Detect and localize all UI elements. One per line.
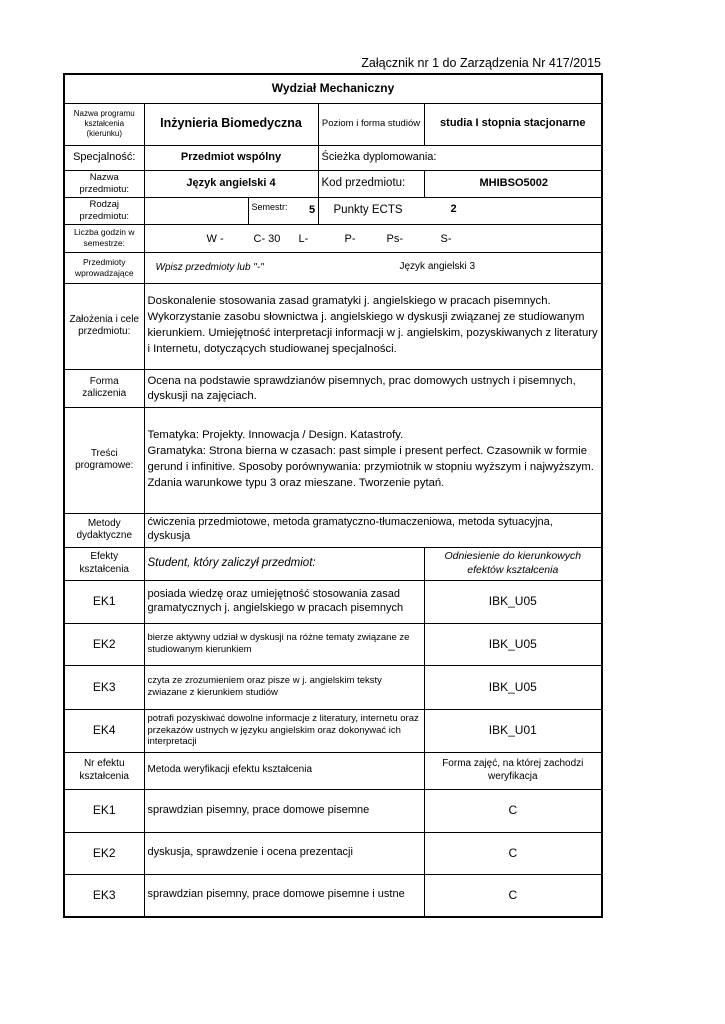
hours-w: W - [206, 232, 224, 245]
prereq-row [144, 252, 602, 283]
specialty-label: Specjalność: [64, 145, 144, 170]
table-row [64, 665, 602, 709]
effect-text: bierze aktywny udział w dyskusji na różne tematy związane ze studiowanym kierunkiem [144, 623, 424, 665]
content-grammar: Gramatyka: Strona bierna w czasach: past simple i present perfect. Czasownik w formie gerund i infinitive. Sposoby porównywania: przymiotnik w stopniu wyższym i najwyższym. Zdania warunkowe typu 3 oraz mieszane. Tworzenie pytań. [147, 445, 594, 489]
code-value: MHIBSO5002 [424, 170, 602, 197]
ects-cell [318, 197, 602, 224]
verification-form: C [424, 789, 602, 832]
prereq-hint: Wpisz przedmioty lub "-" [155, 261, 264, 273]
goals-text: Doskonalenie stosowania zasad gramatyki j. angielskiego w pracach pisemnych. Wykorzystanie zasobu słownictwa j. angielskiego w dyskusji związanej ze studiowanym kierunkiem. Umiejętność interpretacji informacji w j. angielskim, pozyskiwanych z literatury i Internetu, dotyczących studiowanej specjalności. [144, 283, 602, 369]
program-label: Nazwa programu kształcenia (kierunku) [64, 103, 144, 145]
verification-method: sprawdzian pisemny, prace domowe pisemne i ustne [144, 874, 424, 917]
level-value: studia I stopnia stacjonarne [424, 103, 602, 145]
code-label: Kod przedmiotu: [318, 170, 424, 197]
verification-id: EK3 [64, 874, 144, 917]
effect-ref: IBK_U05 [424, 580, 602, 623]
ects-value: 2 [450, 202, 457, 215]
assessment-label: Forma zaliczenia [64, 369, 144, 407]
ects-label: Punkty ECTS [333, 204, 403, 217]
table-row [64, 832, 602, 874]
effects-label: Efekty kształcenia [64, 547, 144, 580]
verification-method: sprawdzian pisemny, prace domowe pisemne [144, 789, 424, 832]
faculty-header: Wydział Mechaniczny [64, 74, 602, 103]
verification-id: EK2 [64, 832, 144, 874]
effect-text: czyta ze zrozumieniem oraz pisze w j. angielskim teksty zwiazane z kierunkiem studiów [144, 665, 424, 709]
table-row [64, 580, 602, 623]
methods-text: ćwiczenia przedmiotowe, metoda gramatyczno-tłumaczeniowa, metoda sytuacyjna, dyskusja [144, 513, 602, 547]
verification-form: C [424, 832, 602, 874]
effect-ref: IBK_U05 [424, 623, 602, 665]
effect-ref: IBK_U05 [424, 665, 602, 709]
hours-row [144, 224, 602, 252]
hours-ps: Ps- [386, 232, 403, 245]
effect-ref: IBK_U01 [424, 709, 602, 752]
content-label: Treści programowe: [64, 407, 144, 513]
verification-label: Nr efektu kształcenia [64, 752, 144, 789]
table-row [64, 789, 602, 832]
verification-method: dyskusja, sprawdzenie i ocena prezentacji [144, 832, 424, 874]
content-cell [144, 407, 602, 513]
semester-label: Semestr: [248, 197, 306, 224]
hours-l: L- [298, 232, 309, 245]
specialty-value: Przedmiot wspólny [144, 145, 318, 170]
effect-text: potrafi pozyskiwać dowolne informacje z literatury, internetu oraz przekazów ustnych w języku angielskim oraz dokonywać ich interpretacji [144, 709, 424, 752]
goals-label: Założenia i cele przedmiotu: [64, 283, 144, 369]
syllabus-table [63, 73, 603, 918]
methods-label: Metody dydaktyczne [64, 513, 144, 547]
effect-id: EK2 [64, 623, 144, 665]
prereq-label: Przedmioty wprowadzające [64, 252, 144, 283]
content-topics: Tematyka: Projekty. Innowacja / Design. Katastrofy. [147, 429, 404, 442]
appendix-note: Załącznik nr 1 do Zarządzenia Nr 417/2015 [361, 56, 601, 70]
table-row [64, 874, 602, 917]
effect-id: EK1 [64, 580, 144, 623]
subject-label: Nazwa przedmiotu: [64, 170, 144, 197]
prereq-value: Język angielski 3 [399, 260, 476, 272]
verification-method-header: Metoda weryfikacji efektu kształcenia [144, 752, 424, 789]
effect-id: EK4 [64, 709, 144, 752]
table-row [64, 709, 602, 752]
verification-form-header: Forma zajęć, na której zachodzi weryfikacja [424, 752, 602, 789]
path-label: Ścieżka dyplomowania: [318, 145, 602, 170]
table-row [64, 623, 602, 665]
program-value: Inżynieria Biomedyczna [144, 103, 318, 145]
hours-s: S- [440, 232, 452, 245]
effects-student: Student, który zaliczył przedmiot: [144, 547, 424, 580]
effects-reference: Odniesienie do kierunkowych efektów kształcenia [424, 547, 602, 580]
effect-text: posiada wiedzę oraz umiejętność stosowania zasad gramatycznych j. angielskiego w pracach pisemnych [144, 580, 424, 623]
subject-value: Język angielski 4 [144, 170, 318, 197]
semester-value: 5 [306, 197, 318, 224]
level-label: Poziom i forma studiów [318, 103, 424, 145]
verification-id: EK1 [64, 789, 144, 832]
hours-c: C- 30 [253, 232, 281, 245]
effect-id: EK3 [64, 665, 144, 709]
type-label: Rodzaj przedmiotu: [64, 197, 144, 224]
assessment-text: Ocena na podstawie sprawdzianów pisemnych, prac domowych ustnych i pisemnych, dyskusji na zajęciach. [144, 369, 602, 407]
type-value [144, 197, 248, 224]
verification-form: C [424, 874, 602, 917]
hours-label: Liczba godzin w semestrze: [64, 224, 144, 252]
hours-p: P- [344, 232, 356, 245]
